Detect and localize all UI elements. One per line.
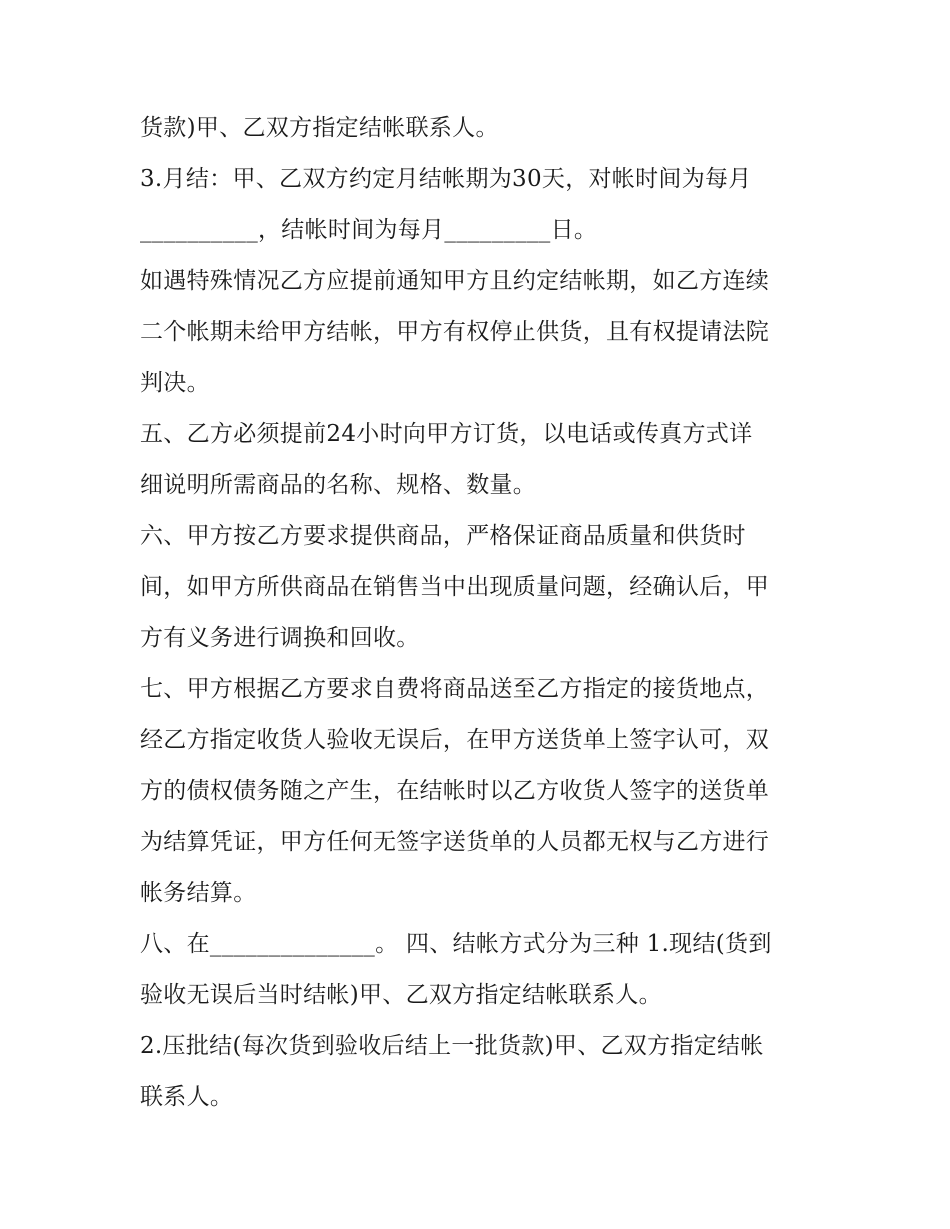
text-line: 五、乙方必须提前24小时向甲方订货，以电话或传真方式详 <box>140 421 753 447</box>
text-line: __________，结帐时间为每月_________日。 <box>140 217 598 243</box>
text-line: 2.压批结(每次货到验收后结上一批货款)甲、乙双方指定结帐 <box>140 1033 764 1059</box>
text-line: 判决。 <box>140 370 210 396</box>
text-line: 二个帐期未给甲方结帐，甲方有权停止供货，且有权提请法院 <box>140 319 770 345</box>
text-line: 方的债权债务随之产生，在结帐时以乙方收货人签字的送货单 <box>140 778 770 804</box>
text-line: 验收无误后当时结帐)甲、乙双方指定结帐联系人。 <box>140 982 662 1008</box>
text-line: 间，如甲方所供商品在销售当中出现质量问题，经确认后，甲 <box>140 574 770 600</box>
text-line: 帐务结算。 <box>140 880 257 906</box>
text-line: 3.月结：甲、乙双方约定月结帐期为30天，对帐时间为每月 <box>140 166 752 192</box>
text-line: 联系人。 <box>140 1084 234 1110</box>
text-line: 七、甲方根据乙方要求自费将商品送至乙方指定的接货地点， <box>140 676 770 702</box>
text-line: 六、甲方按乙方要求提供商品，严格保证商品质量和供货时 <box>140 523 746 549</box>
text-line: 细说明所需商品的名称、规格、数量。 <box>140 472 537 498</box>
text-line: 八、在______________。 四、结帐方式分为三种 1.现结(货到 <box>140 931 772 957</box>
text-line: 方有义务进行调换和回收。 <box>140 625 420 651</box>
text-line: 为结算凭证，甲方任何无签字送货单的人员都无权与乙方进行 <box>140 829 770 855</box>
text-line: 如遇特殊情况乙方应提前通知甲方且约定结帐期，如乙方连续 <box>140 268 770 294</box>
text-line: 货款)甲、乙双方指定结帐联系人。 <box>140 115 499 141</box>
text-line: 经乙方指定收货人验收无误后，在甲方送货单上签字认可，双 <box>140 727 770 753</box>
